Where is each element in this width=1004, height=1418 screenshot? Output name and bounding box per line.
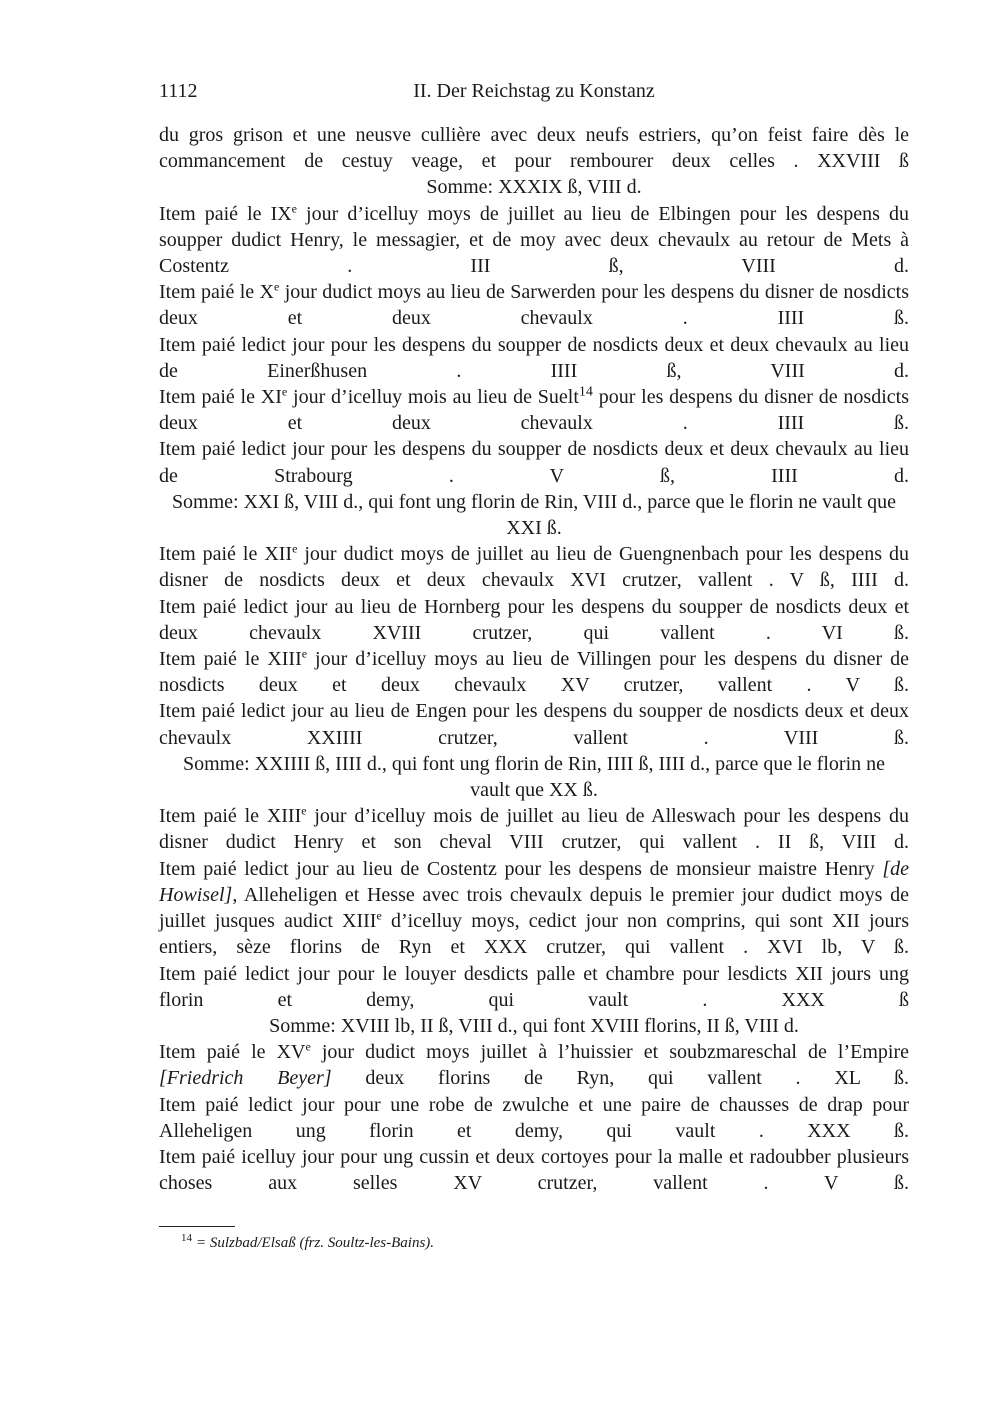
amount-group — [593, 307, 909, 329]
ledger-entry — [159, 122, 909, 174]
entry-description: jour dudict moys juillet à l’huissier et soubzmareschal de l’Empire — [310, 1041, 909, 1064]
amount-group — [367, 360, 909, 382]
day-ordinal: IX — [270, 202, 292, 225]
leader-dots: . — [806, 674, 812, 697]
entry-amount: V ß. — [845, 674, 910, 697]
entry-description: Item paié ledict jour pour les despens du soupper de nosdicts deux et deux chevaulx au lieu de Strabourg — [159, 438, 909, 487]
footnote-number: 14 — [181, 1232, 192, 1244]
entry-description: Item paié le — [159, 202, 271, 225]
sum-text: Somme: XXIIII ß, IIII d., qui font ung florin de Rin, IIII ß, IIII d., parce que le florin ne vault que XX ß. — [182, 752, 885, 802]
leader-dots: . — [703, 726, 709, 749]
footnote-text: = Sulzbad/Elsaß (frz. Soultz-les-Bains). — [196, 1235, 435, 1251]
entry-description: Item paié ledict jour au lieu de Engen pour les despens du soupper de nosdicts deux et deux chevaulx XXIIII crutzer, vallent — [159, 700, 909, 749]
amount-group — [762, 1067, 909, 1089]
entry-description: jour d’icelluy mois de juillet au lieu de Alleswach pour les despens du disner dudict Henry et son cheval VIII crutzer, qui vallent — [159, 805, 909, 854]
page-number: 1112 — [159, 80, 198, 102]
entry-amount: II ß, VIII d. — [777, 831, 910, 854]
entry-description: jour d’icelluy mois au lieu de Suelt — [287, 386, 579, 409]
entry-amount: IIII ß. — [777, 412, 910, 435]
superscript: e — [291, 200, 297, 215]
day-ordinal: XV — [276, 1041, 306, 1064]
ledger-entry — [159, 698, 909, 750]
entry-description: d’icelluy moys, cedict jour non comprins, qui sont XII jours entiers, sèze florins de Ryn et XXX crutzer, qui vallent — [159, 910, 909, 959]
amount-group — [593, 412, 909, 434]
entry-description: Item paié ledict jour au lieu de Costentz pour les despens de monsieur maistre Henry — [159, 857, 883, 880]
leader-dots: . — [456, 359, 462, 382]
footnote-reference: 14 — [578, 384, 593, 400]
superscript: e — [301, 803, 307, 818]
entry-amount: XVI lb, V ß. — [767, 936, 910, 959]
leader-dots: . — [743, 936, 749, 959]
page-header — [159, 80, 909, 108]
ledger-entry — [159, 201, 909, 280]
amount-group — [715, 1120, 909, 1142]
entry-description: Item paié icelluy jour pour ung cussin et deux cortoyes pour la malle et radoubber plusieurs choses aux selles XV crutzer, vallent — [159, 1145, 909, 1195]
entry-description: Item paié le — [159, 386, 261, 409]
leader-dots: . — [758, 1119, 764, 1142]
superscript: e — [376, 908, 382, 923]
entry-description: Item paié ledict jour pour le louyer desdicts palle et chambre pour lesdicts XII jours ung florin et demy, qui vault — [159, 962, 909, 1011]
day-ordinal: XIII — [267, 648, 302, 671]
entry-description: du gros grison et une neusve cullière avec deux neufs estriers, qu’on feist faire dès le commancement de cestuy veage, et pour rembourer deux celles — [159, 124, 909, 173]
day-ordinal: X — [259, 281, 274, 304]
entry-description: jour d’icelluy moys de juillet au lieu de Elbingen pour les despens du soupper dudict Henry, le messagier, et de moy avec deux chevaulx au retour de Mets à Costentz — [159, 202, 909, 278]
entry-amount: XL ß. — [834, 1067, 910, 1090]
entry-amount: VIII ß. — [783, 726, 910, 749]
superscript: e — [281, 384, 288, 399]
day-ordinal: XI — [260, 386, 282, 409]
leader-dots: . — [682, 307, 688, 330]
leader-dots: . — [765, 621, 771, 644]
amount-group — [752, 569, 909, 591]
ledger-entry — [159, 332, 909, 384]
amount-group — [775, 150, 909, 172]
sum-line — [159, 1013, 909, 1039]
ledger-entry — [159, 856, 909, 961]
entry-description: Item paié le — [159, 805, 267, 828]
entry-amount: V ß, IIII d. — [549, 464, 909, 487]
leader-dots: . — [682, 412, 688, 435]
sum-text: Somme: XXI ß, VIII d., qui font ung florin de Rin, VIII d., parce que le florin ne vault que XXI ß. — [171, 490, 897, 540]
entry-amount: V ß. — [824, 1172, 909, 1195]
amount-group — [229, 255, 909, 277]
sum-text: Somme: XVIII lb, II ß, VIII d., qui font XVIII florins, II ß, VIII d. — [269, 1014, 799, 1037]
entry-description: Item paié le — [159, 648, 268, 671]
document-body — [159, 122, 909, 1196]
ledger-entry — [159, 1092, 909, 1144]
superscript: e — [305, 1039, 311, 1054]
superscript: e — [292, 541, 298, 556]
entry-amount: XXX ß. — [807, 1119, 909, 1142]
leader-dots: . — [763, 1172, 769, 1195]
ledger-entry — [159, 646, 909, 698]
sum-line — [159, 489, 909, 541]
leader-dots: . — [795, 1067, 801, 1090]
entry-amount: VI ß. — [821, 621, 909, 644]
leader-dots: . — [448, 464, 454, 487]
ledger-entry — [159, 594, 909, 646]
leader-dots: . — [347, 255, 353, 278]
superscript: e — [274, 279, 280, 294]
entry-amount: IIII ß, VIII d. — [550, 359, 910, 382]
amount-group — [353, 465, 909, 487]
amount-group — [724, 936, 909, 958]
amount-group — [737, 831, 909, 853]
entry-description: Item paié ledict jour pour les despens du soupper de nosdicts deux et deux chevaulx au lieu de Einerßhusen — [159, 333, 909, 382]
amount-group — [715, 622, 909, 644]
entry-description: Item paié le — [159, 281, 260, 304]
entry-description: pour les despens du disner de nosdicts deux et deux chevaulx — [159, 386, 909, 435]
editorial-name: [Friedrich Beyer] — [159, 1067, 332, 1090]
entry-description: Item paié le — [159, 1041, 277, 1064]
ledger-entry — [159, 803, 909, 855]
amount-group — [708, 1172, 909, 1194]
entry-description: jour dudict moys au lieu de Sarwerden pour les despens du disner de nosdicts deux et deux chevaulx — [159, 281, 909, 330]
editorial-name: [de Howisel] — [159, 857, 909, 906]
footnote-divider — [159, 1226, 235, 1227]
sum-line — [159, 751, 909, 803]
amount-group — [772, 674, 909, 696]
entry-amount: XXVIII ß — [817, 150, 909, 173]
ledger-entry — [159, 1039, 909, 1091]
entry-description: jour dudict moys de juillet au lieu de Guengnenbach pour les despens du disner de nosdicts deux et deux chevaulx XVI crutzer, vallent — [159, 543, 909, 592]
entry-description: jour d’icelluy moys au lieu de Villingen pour les despens du disner de nosdicts deux et deux chevaulx XV crutzer, vallent — [159, 648, 909, 697]
day-ordinal: XII — [264, 543, 293, 566]
entry-amount: XXX ß — [781, 988, 909, 1011]
sum-text: Somme: XXXIX ß, VIII d. — [426, 176, 642, 199]
entry-description: Item paié ledict jour pour une robe de zwulche et une paire de chausses de drap pour Alleheligen ung florin et demy, qui vault — [159, 1093, 909, 1142]
ledger-entry — [159, 541, 909, 593]
running-title: II. Der Reichstag zu Konstanz — [413, 80, 655, 102]
superscript: e — [301, 646, 308, 661]
day-ordinal: XIII — [266, 805, 302, 828]
ledger-entry — [159, 961, 909, 1013]
entry-description: , Alleheligen et Hesse avec trois chevaulx depuis le premier jour dudict moys de juillet jusques audict XIII — [159, 883, 909, 933]
amount-group — [628, 989, 909, 1011]
sum-line — [159, 174, 909, 200]
footnote — [181, 1232, 434, 1252]
amount-group — [628, 727, 909, 749]
entry-amount: V ß, IIII d. — [789, 569, 909, 592]
entry-description: Item paié le — [159, 543, 265, 566]
leader-dots: . — [768, 569, 774, 592]
ledger-entry — [159, 384, 909, 436]
leader-dots: . — [793, 150, 799, 173]
entry-amount: III ß, VIII d. — [470, 255, 910, 278]
ledger-entry — [159, 279, 909, 331]
entry-description: deux florins de Ryn, qui vallent — [331, 1067, 762, 1090]
entry-description: Item paié ledict jour au lieu de Hornberg pour les despens du soupper de nosdicts deux et deux chevaulx XVIII crutzer, qui vallent — [159, 595, 909, 644]
ledger-entry — [159, 1144, 909, 1196]
ledger-entry — [159, 436, 909, 488]
leader-dots: . — [702, 988, 708, 1011]
leader-dots: . — [755, 831, 761, 854]
entry-amount: IIII ß. — [777, 307, 910, 330]
